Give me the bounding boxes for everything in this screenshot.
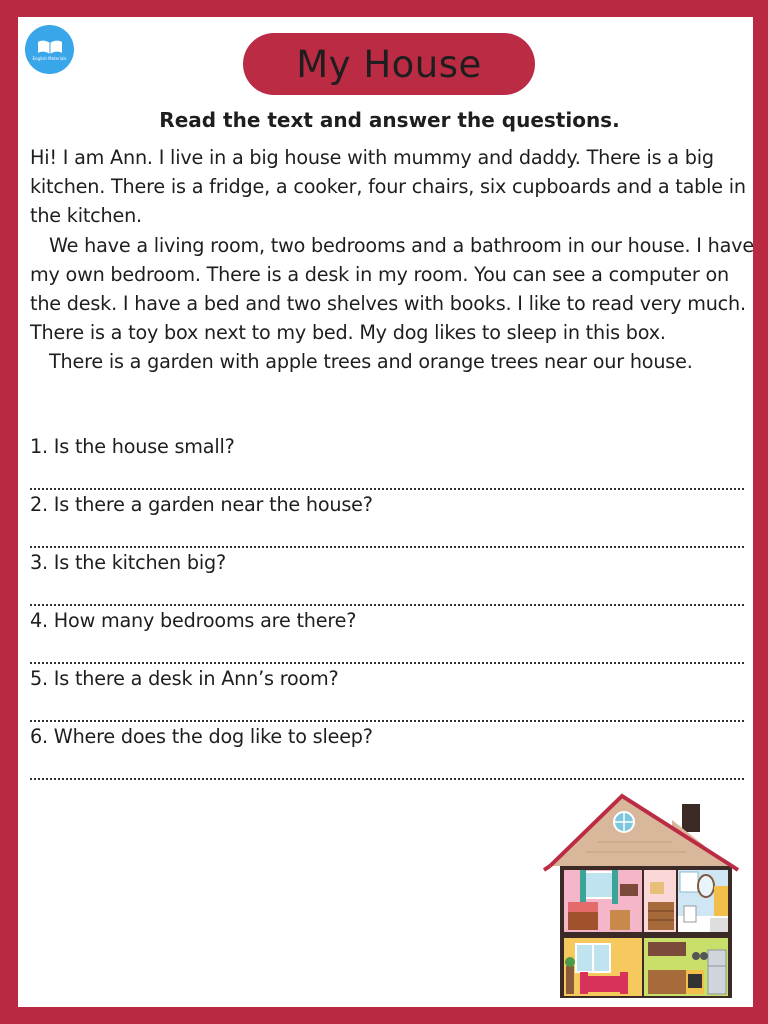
- question-2: 2. Is there a garden near the house?: [30, 493, 373, 516]
- question-1: 1. Is the house small?: [30, 435, 235, 458]
- instruction: Read the text and answer the questions.: [159, 108, 620, 132]
- question-4: 4. How many bedrooms are there?: [30, 609, 357, 632]
- answer-line-4[interactable]: [30, 635, 744, 664]
- question-5: 5. Is there a desk in Ann’s room?: [30, 667, 339, 690]
- answer-line-5[interactable]: [30, 693, 744, 722]
- open-book-icon: [37, 39, 63, 55]
- title-banner: [243, 33, 535, 95]
- answer-line-6[interactable]: [30, 751, 744, 780]
- logo: [25, 25, 74, 74]
- question-list: [30, 432, 744, 780]
- paragraph-3: There is a garden with apple trees and orange trees near our house.: [49, 350, 693, 374]
- paragraph-2: We have a living room, two bedrooms and a bathroom in our house. I have my own bedroom. There is a desk in my room. You can see a computer on the desk. I have a bed and two shelves with books. I like to read very much. There is a toy box next to my bed. My dog likes to sleep in this box.: [30, 233, 754, 345]
- question-6: 6. Where does the dog like to sleep?: [30, 725, 373, 748]
- paragraph-1: Hi! I am Ann. I live in a big house with mummy and daddy. There is a big kitchen. There is a fridge, a cooker, four chairs, six cupboards and a table in the kitchen.: [30, 146, 746, 228]
- logo-text: English Materials: [32, 55, 67, 61]
- answer-line-1[interactable]: [30, 461, 744, 490]
- answer-line-3[interactable]: [30, 577, 744, 606]
- worksheet: [18, 17, 753, 1007]
- page-title: My House: [296, 42, 482, 86]
- answer-line-2[interactable]: [30, 519, 744, 548]
- question-3: 3. Is the kitchen big?: [30, 551, 226, 574]
- house-cutaway-illustration: [536, 790, 744, 1000]
- reading-passage: [30, 143, 758, 377]
